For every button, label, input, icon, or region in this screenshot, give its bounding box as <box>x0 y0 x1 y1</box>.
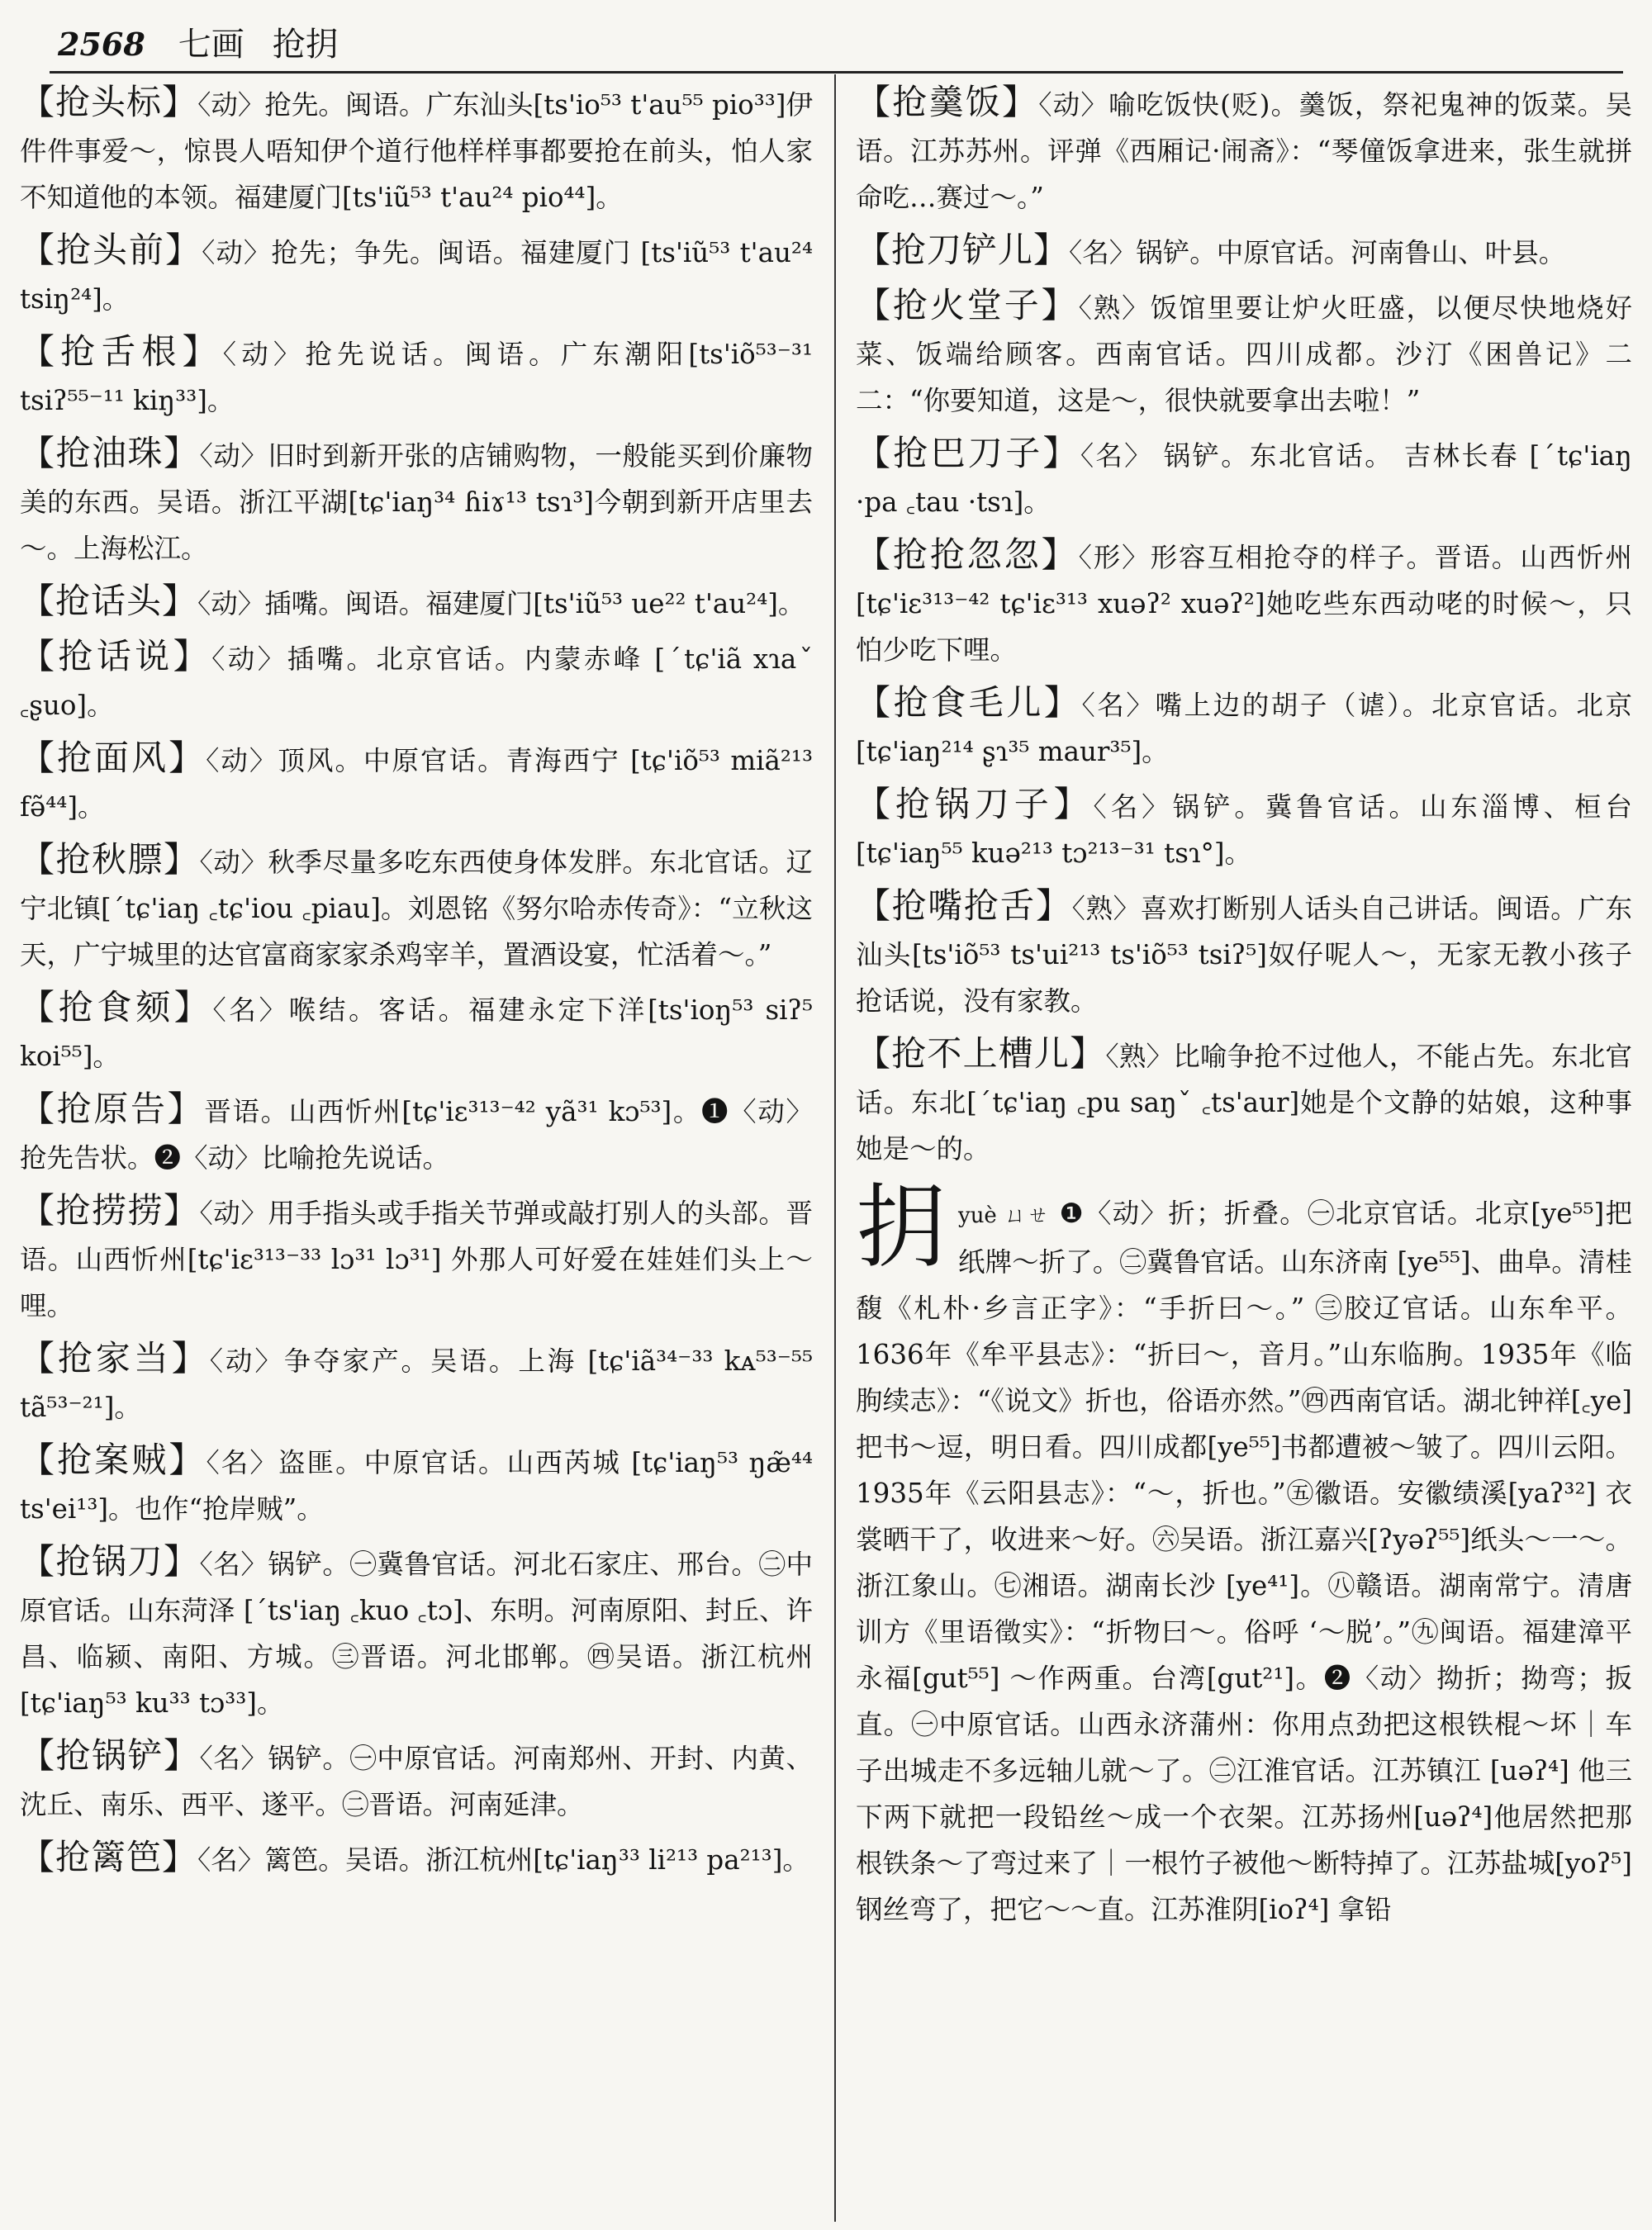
entry-definition: 〈动〉插嘴。闽语。福建厦门[ts'iũ⁵³ ue²² t'au²⁴]。 <box>197 588 805 619</box>
dictionary-entry <box>856 79 1632 221</box>
header-headchars: 抢抈 <box>272 26 339 64</box>
entry-definition: 〈名〉锅铲。冀鲁官话。山东淄博、桓台[tɕ'iaŋ⁵⁵ kuə²¹³ tɔ²¹³⁻³¹ tsɿ°]。 <box>856 791 1632 869</box>
entry-headword: 【抢锅铲】 <box>20 1735 200 1776</box>
dictionary-entry <box>856 1031 1632 1172</box>
entry-definition: 〈名〉锅铲。㊀中原官话。河南郑州、开封、内黄、沈丘、南乐、西平、遂平。㊁晋语。河南延津。 <box>20 1743 813 1820</box>
right-column <box>856 79 1632 1933</box>
dictionary-entry <box>20 1437 813 1532</box>
page-number: 2568 <box>58 26 145 63</box>
entry-definition: 〈动〉用手指头或手指关节弹或敲打别人的头部。晋语。山西忻州[tɕ'iɛ³¹³⁻³³ lɔ³¹ lɔ³¹] 外那人可好爱在娃娃们头上～哩。 <box>20 1198 813 1321</box>
dictionary-entry <box>20 985 813 1079</box>
entry-headword: 【抢巴刀子】 <box>856 433 1080 473</box>
dictionary-entry <box>20 1336 813 1431</box>
entry-headword: 【抢面风】 <box>20 738 206 778</box>
column-divider <box>834 74 836 2222</box>
dictionary-entry <box>20 633 813 728</box>
entry-definition: 〈动〉抢先；争先。闽语。福建厦门 [ts'iũ⁵³ t'au²⁴ tsiŋ²⁴]。 <box>20 237 813 315</box>
entry-headword: 【抢话说】 <box>20 636 212 676</box>
entry-definition: 〈名〉嘴上边的胡子（谑）。北京官话。北京[tɕ'iaŋ²¹⁴ ʂɿ³⁵ maur³⁵]。 <box>856 690 1632 767</box>
entry-headword: 【抢刀铲儿】 <box>856 230 1070 270</box>
entry-definition: 〈动〉旧时到新开张的店铺购物，一般能买到价廉物美的东西。吴语。浙江平湖[tɕ'iaŋ³⁴ ɦiɤ¹³ tsɿ³]今朝到新开店里去～。上海松江。 <box>20 440 813 564</box>
entry-definition: 〈名〉喉结。客话。福建永定下洋[ts'ioŋ⁵³ siʔ⁵ koi⁵⁵]。 <box>20 994 813 1072</box>
entry-headword: 【抢舌根】 <box>20 331 223 372</box>
entry-headword: 【抢原告】 <box>20 1089 205 1129</box>
entry-headword: 【抢头前】 <box>20 230 202 270</box>
entry-definition: 〈动〉抢先。闽语。广东汕头[ts'io⁵³ t'au⁵⁵ pio³³]伊件件事爱～，惊畏人唔知伊个道行他样样事都要抢在前头，怕人家不知道他的本领。福建厦门[ts'iũ⁵³ t'au²⁴ pio⁴⁴]。 <box>20 89 813 213</box>
left-column <box>20 79 813 1890</box>
entry-headword: 【抢捞捞】 <box>20 1190 200 1231</box>
entry-headword: 【抢锅刀子】 <box>856 784 1094 824</box>
entry-headword: 【抢案贼】 <box>20 1440 206 1480</box>
dictionary-entry <box>20 1539 813 1726</box>
character-pinyin: yuè ㄩㄝ <box>958 1203 1050 1228</box>
entry-definition: 〈名〉盗匪。中原官话。山西芮城 [tɕ'iaŋ⁵³ ŋæ̃⁴⁴ ts'ei¹³]。也作“抢岸贼”。 <box>20 1447 813 1525</box>
entry-headword: 【抢篱笆】 <box>20 1837 198 1877</box>
entry-definition: 〈动〉争夺家产。吴语。上海 [tɕ'iã³⁴⁻³³ kᴀ⁵³⁻⁵⁵ tã⁵³⁻²¹]。 <box>20 1345 813 1423</box>
entry-headword: 【抢食毛儿】 <box>856 682 1082 723</box>
entry-definition: 〈动〉顶风。中原官话。青海西宁 [tɕ'iõ⁵³ miã²¹³ fə̃⁴⁴]。 <box>20 745 813 823</box>
entry-definition: 〈熟〉喜欢打断别人话头自己讲话。闽语。广东汕头[ts'iõ⁵³ ts'ui²¹³ ts'iõ⁵³ tsiʔ⁵]奴仔呢人～，无家无教小孩子抢话说，没有家教。 <box>856 893 1632 1017</box>
entry-headword: 【抢锅刀】 <box>20 1541 200 1582</box>
entry-definition: 〈熟〉比喻争抢不过他人，不能占先。东北官话。东北[ˊtɕ'iaŋ ꜀pu saŋˇ ꜀ts'aur]她是个文静的姑娘，这种事她是～的。 <box>856 1041 1632 1165</box>
entry-headword: 【抢羹饭】 <box>856 82 1039 122</box>
character-definition: ❶〈动〉折；折叠。㊀北京官话。北京[ye⁵⁵]把纸牌～折了。㊁冀鲁官话。山东济南 [ye⁵⁵]、曲阜。清桂馥《札朴·乡言正字》：“手折曰～。” ㊂胶辽官话。山东牟平。1636年《牟平县志》：“折曰～，音月。”山东临朐。1935年《临朐续志》：“《说文》折也，俗语亦然。”㊃西南官话。湖北钟祥[꜀ye] 把书～逗，明日看。四川成都[ye⁵⁵]书都遭被～皱了。四川云阳。1935年《云阳县志》：“～，折也。”㊄徽语。安徽绩溪[yaʔ³²] 衣裳晒干了，收进来～好。㊅吴语。浙江嘉兴[ʔyəʔ⁵⁵]纸头～一～。浙江象山。㊆湘语。湖南长沙 [ye⁴¹]。㊇赣语。湖南常宁。清唐训方《里语徵实》：“折物曰～。俗呼 ‘～脱’。”㊈闽语。福建漳平永福[gut⁵⁵] ～作两重。台湾[gut²¹]。❷〈动〉拗折；拗弯；扳直。㊀中原官话。山西永济蒲州：你用点劲把这根铁棍～坏｜车子出城走不多远轴儿就～了。㊁江淮官话。江苏镇江 [uəʔ⁴] 他三下两下就把一段铅丝～成一个衣架。江苏扬州[uəʔ⁴]他居然把那根铁条～了弯过来了｜一根竹子被他～断特掉了。江苏盐城[yoʔ⁵]钢丝弯了，把它～～直。江苏淮阴[ioʔ⁴] 拿铅 <box>856 1198 1632 1925</box>
entry-headword: 【抢头标】 <box>20 82 198 122</box>
entry-headword: 【抢火堂子】 <box>856 285 1079 325</box>
entry-definition: 晋语。山西忻州[tɕ'iɛ³¹³⁻⁴² yã³¹ kɔ⁵³]。❶〈动〉抢先告状。❷〈动〉比喻抢先说话。 <box>20 1096 813 1174</box>
dictionary-entry <box>20 837 813 978</box>
dictionary-entry <box>20 227 813 322</box>
dictionary-entry <box>20 578 813 627</box>
dictionary-entry <box>856 430 1632 525</box>
entry-headword: 【抢秋膘】 <box>20 839 200 880</box>
entry-definition: 〈动〉插嘴。北京官话。内蒙赤峰 [ˊtɕ'iã xɿaˇ ꜀ʂuo]。 <box>20 643 813 721</box>
entry-definition: 〈名〉篱笆。吴语。浙江杭州[tɕ'iaŋ³³ li²¹³ pa²¹³]。 <box>197 1844 809 1876</box>
header-divider <box>50 71 1623 74</box>
dictionary-entry <box>856 680 1632 775</box>
entry-headword: 【抢嘴抢舌】 <box>856 885 1072 926</box>
dictionary-entry <box>20 430 813 572</box>
entry-definition: 〈动〉秋季尽量多吃东西使身体发胖。东北官话。辽宁北镇[ˊtɕ'iaŋ ꜀tɕ'iou ꜀piau]。刘恩铭《努尔哈赤传奇》：“立秋这天，广宁城里的达官富商家家杀鸡宰羊，置酒设宴，忙活着～。” <box>20 847 813 970</box>
entry-headword: 【抢不上槽儿】 <box>856 1033 1106 1074</box>
dictionary-entry <box>856 532 1632 673</box>
dictionary-entry <box>20 79 813 221</box>
entry-definition: 〈形〉形容互相抢夺的样子。晋语。山西忻州[tɕ'iɛ³¹³⁻⁴² tɕ'iɛ³¹³ xuəʔ² xuəʔ²]她吃些东西动咾的时候～，只怕少吃下哩。 <box>856 542 1632 666</box>
dictionary-entry <box>20 1086 813 1181</box>
entry-headword: 【抢抢忽忽】 <box>856 534 1079 575</box>
entry-definition: 〈动〉喻吃饭快(贬)。羹饭，祭祀鬼神的饭菜。吴语。江苏苏州。评弹《西厢记·闹斋》：“琴僮饭拿进来，张生就拼命吃…赛过～。” <box>856 89 1632 213</box>
header-category: 七画 <box>178 26 244 64</box>
entry-headword: 【抢食颏】 <box>20 987 213 1027</box>
dictionary-entry <box>20 329 813 424</box>
dictionary-entry <box>856 883 1632 1024</box>
dictionary-entry <box>20 1733 813 1828</box>
page-header <box>58 18 339 68</box>
entry-definition: 〈名〉锅铲。中原官话。河南鲁山、叶县。 <box>1069 237 1566 268</box>
dictionary-entry <box>856 781 1632 876</box>
dictionary-entry <box>20 1188 813 1329</box>
entry-definition: 〈熟〉饭馆里要让炉火旺盛，以便尽快地烧好菜、饭端给顾客。西南官话。四川成都。沙汀《困兽记》二二：“你要知道，这是～，很快就要拿出去啦！” <box>856 292 1632 416</box>
entry-definition: 〈名〉 锅铲。东北官话。 吉林长春 [ˊtɕ'iaŋ ·pa ꜀tau ·tsɿ]。 <box>856 440 1632 518</box>
head-character: 抈 <box>856 1174 947 1280</box>
dictionary-entry <box>856 227 1632 276</box>
dictionary-entry <box>20 735 813 830</box>
entry-definition: 〈名〉锅铲。㊀冀鲁官话。河北石家庄、邢台。㊁中原官话。山东菏泽 [ˊts'iaŋ ꜀kuo ꜀tɔ]、东明。河南原阳、封丘、许昌、临颍、南阳、方城。㊂晋语。河北邯郸。㊃吴语。浙江杭州[tɕ'iaŋ⁵³ ku³³ tɔ³³]。 <box>20 1549 813 1719</box>
entry-headword: 【抢油珠】 <box>20 433 200 473</box>
entry-headword: 【抢家当】 <box>20 1338 210 1378</box>
character-entry <box>856 1174 1632 1933</box>
dictionary-entry <box>856 282 1632 424</box>
entry-headword: 【抢话头】 <box>20 581 198 621</box>
dictionary-entry <box>20 1834 813 1883</box>
entry-definition: 〈动〉抢先说话。闽语。广东潮阳[ts'iõ⁵³⁻³¹ tsiʔ⁵⁵⁻¹¹ kiŋ³³]。 <box>20 339 813 416</box>
